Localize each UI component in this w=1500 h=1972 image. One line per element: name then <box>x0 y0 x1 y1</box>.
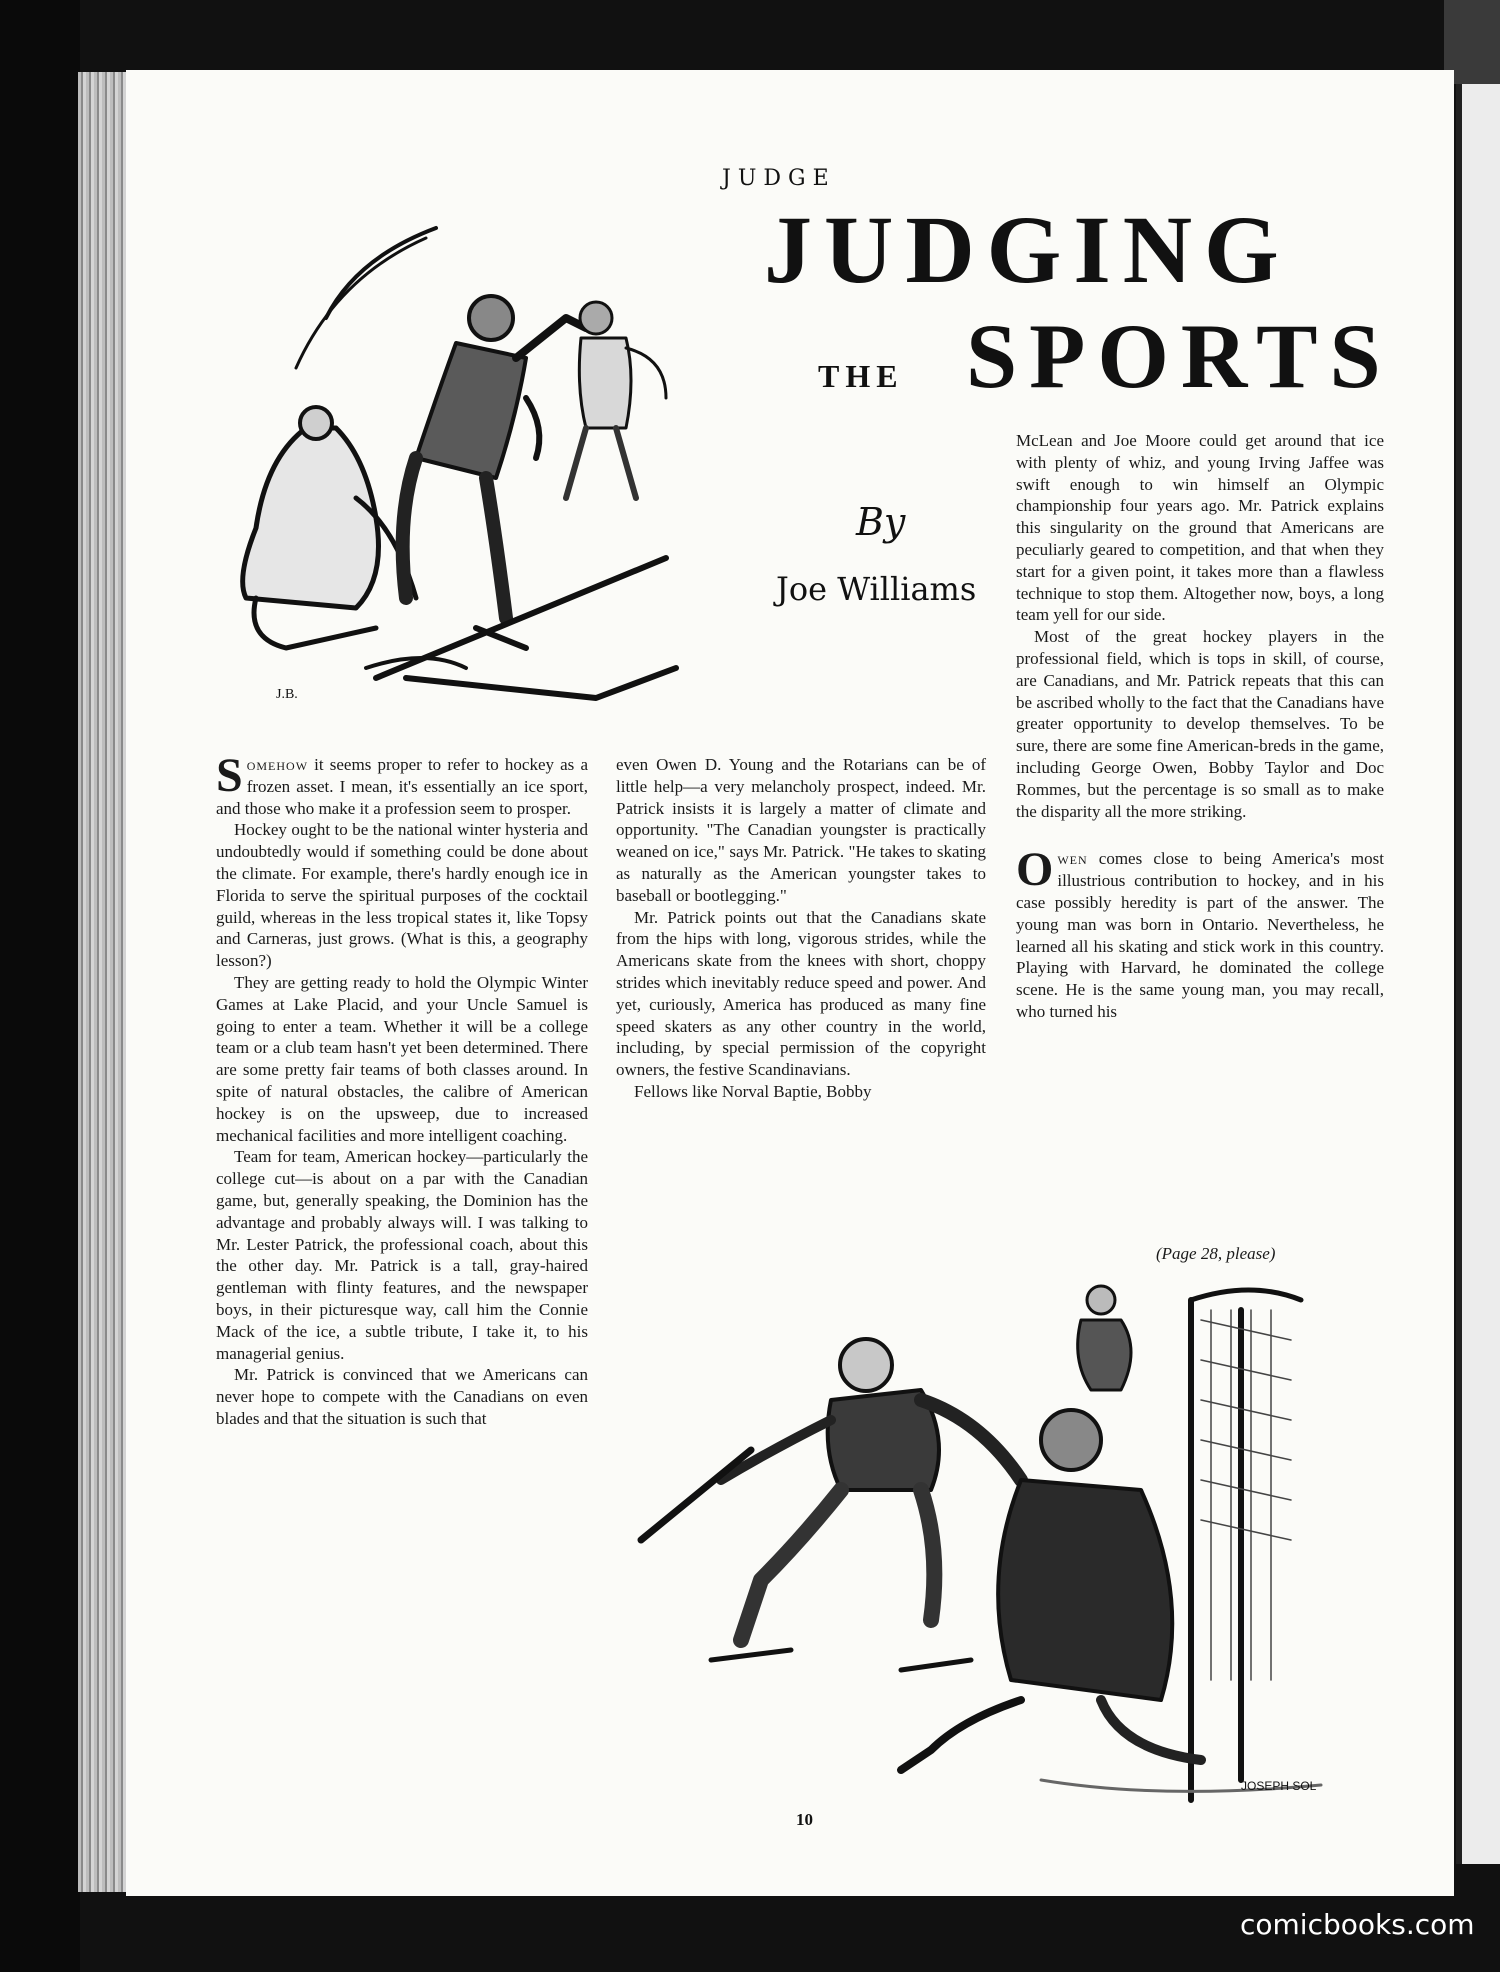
article-column-2 <box>616 754 986 1103</box>
hockey-players-illustration <box>196 198 756 718</box>
facing-page-edge <box>1456 84 1500 1864</box>
paragraph: even Owen D. Young and the Rotarians can be of little help—a very melancholy prospect, indeed. Mr. Patrick insists it is largely a matter of climate and opportunity. "The Canadian youngster is practically weaned on ice," says Mr. Patrick. "He takes to skating as naturally as the American youngster takes to baseball or bootlegging." <box>616 755 986 905</box>
article-column-1 <box>216 749 588 1430</box>
illustration-signature: J.B. <box>276 687 298 702</box>
paragraph: Somehow it seems proper to refer to hockey as a frozen asset. I mean, it's essentially an ice sport, and those who make it a profession seem to prosper. <box>216 749 588 818</box>
drop-cap: S <box>216 749 243 802</box>
article-column-3 <box>1016 430 1384 1023</box>
magazine-page <box>126 70 1454 1896</box>
continued-note: (Page 28, please) <box>1156 1244 1276 1263</box>
paragraph: Most of the great hockey players in the professional field, which is tops in skill, of course, are Canadians, and Mr. Patrick repeats that this can be ascribed wholly to the fact that the Canadians have greater opportunity to develop themselves. To be sure, there are some fine American-breds in the game, including George Owen, Bobby Taylor and Doc Rommes, but the percentage is so small as to make the disparity all the more striking. <box>1016 627 1384 821</box>
drop-cap: O <box>1016 843 1054 897</box>
paragraph: Fellows like Norval Baptie, Bobby <box>634 1081 872 1101</box>
title-judging: JUDGING <box>764 196 1291 303</box>
book-spine-shadow <box>0 0 80 1972</box>
paragraph: McLean and Joe Moore could get around that ice with plenty of whiz, and young Irving Jaffee was swift enough to win himself an Olympic championship four years ago. Mr. Patrick explains this singularity on the ground that Americans are peculiarly geared to competition, and that when they start for a given point, it takes more than a flawless technique to stop them. Altogether now, boys, a long team yell for our side. <box>1016 431 1384 625</box>
illustration-signature: JOSEPH SOL <box>1241 1779 1317 1793</box>
hockey-goalie-illustration <box>601 1280 1454 1820</box>
title-sports: SPORTS <box>966 305 1393 407</box>
paragraph: They are getting ready to hold the Olympic Winter Games at Lake Placid, and your Uncle Samuel is going to enter a team. Whether it will be a college team or a club team hasn't yet been determined. There are some pretty fair teams of both classes around. In spite of natural obstacles, the calibre of American hockey is on the upsweep, due to increased mechanical facilities and more intelligent coaching. <box>216 972 588 1145</box>
page-number: 10 <box>796 1810 813 1829</box>
byline-by: By <box>856 500 906 544</box>
paragraph: Mr. Patrick points out that the Canadians skate from the hips with long, vigorous strides, while the Americans skate from the knees with short, choppy strides which inevitably reduce speed and power. And yet, curiously, America has produced as many fine speed skaters as any other country in the world, including, by special permission of the copyright owners, the festive Scandinavians. <box>616 907 986 1080</box>
watermark: comicbooks.com <box>1240 1908 1475 1941</box>
paragraph: Owen comes close to being America's most illustrious contribution to hockey, and in his case possibly heredity is part of the answer. The young man was born in Ontario. Nevertheless, he learned all his skating and stick work in this country. Playing with Harvard, he dominated the college scene. He is the same young man, you may recall, who turned his <box>1016 843 1384 1021</box>
paragraph: Hockey ought to be the national winter hysteria and undoubtedly would if something could be done about the climate. For example, there's hardly enough ice in Florida to serve the spiritual purposes of the cocktail guild, whereas in the less tropical states it, like Topsy and Carneras, just grows. (What is this, a geography lesson?) <box>216 820 588 971</box>
paragraph: Mr. Patrick is convinced that we Americans can never hope to compete with the Canadians on even blades and that the situation is such that <box>216 1365 588 1428</box>
title-the: THE <box>818 358 904 394</box>
magazine-name: JUDGE <box>722 166 836 191</box>
paragraph: Team for team, American hockey—particularly the college cut—is about on a par with the Canadian game, but, generally speaking, the Dominion has the advantage and probably always will. I was talking to Mr. Lester Patrick, the professional coach, about this the other day. Mr. Patrick is a tall, gray-haired gentleman with flinty features, and the newspaper boys, in their picturesque way, call him the Connie Mack of the ice, a subtle tribute, I take it, to his managerial genius. <box>216 1147 588 1363</box>
byline-author: Joe Williams <box>776 570 977 608</box>
